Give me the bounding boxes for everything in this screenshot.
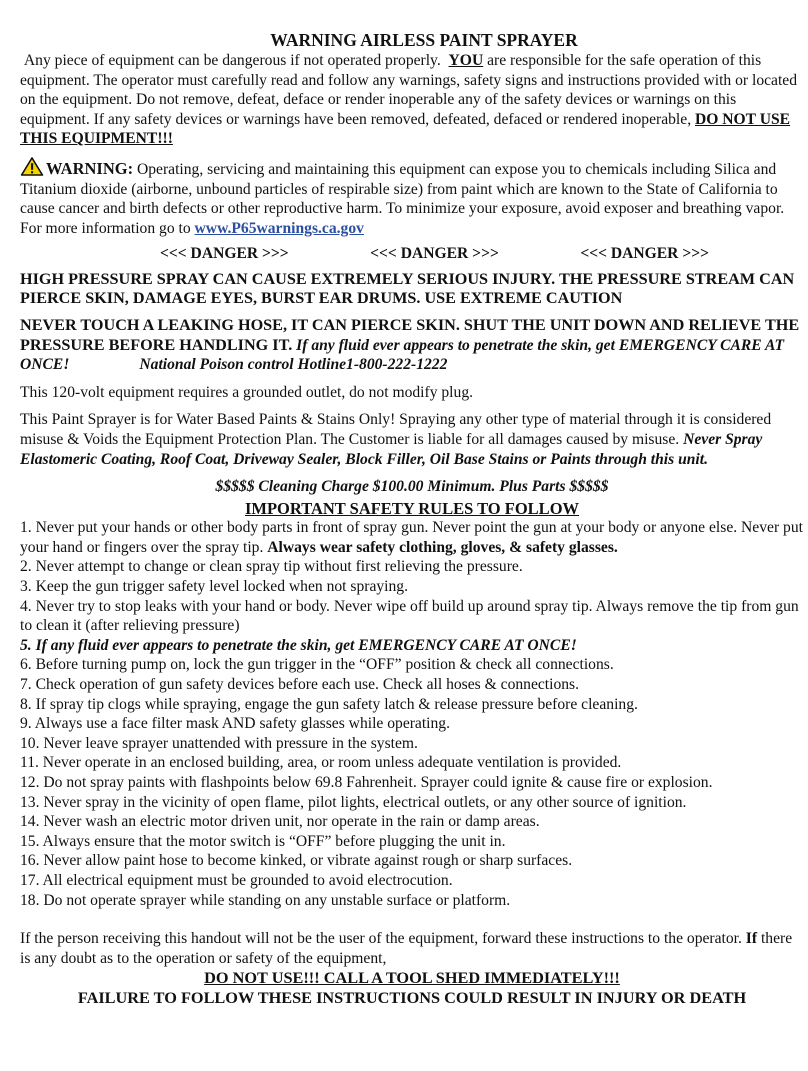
intro-you: YOU bbox=[448, 52, 484, 69]
list-item: 13. Never spray in the vicinity of open flame, pilot lights, electrical outlets, or any other source of ignition. bbox=[20, 793, 687, 811]
rules-title: IMPORTANT SAFETY RULES TO FOLLOW bbox=[244, 498, 580, 518]
list-item: 15. Always ensure that the motor switch is “OFF” before plugging the unit in. bbox=[20, 832, 506, 850]
list-item: 16. Never allow paint hose to become kinked, or vibrate against rough or sharp surfaces. bbox=[20, 852, 573, 870]
intro-text-1: Any piece of equipment can be dangerous if not operated properly. bbox=[23, 52, 441, 69]
prop65-text: Operating, servicing and maintaining this equipment can expose you to chemicals including Silica and Titanium dioxide (airborne, unbound particles of respirable size) from paint which are known to the State of California to cause cancer and birth defects or other reproductive harm. To minimize your exposure, avoid exposer and breathing vapor. For more information go to bbox=[20, 160, 785, 237]
handout-text-1: If the person receiving this handout will not be the user of the equipment, forward these instructions to the operator. bbox=[20, 930, 742, 948]
danger-label: <<< DANGER >>> bbox=[580, 245, 709, 263]
intro-paragraph bbox=[20, 51, 804, 149]
never-spray-note: Never Spray Elastomeric Coating, Roof Coat, Driveway Sealer, Block Filler, Oil Base Stains or Paints through this unit. bbox=[20, 430, 763, 468]
list-item: 9. Always use a face filter mask AND safety glasses while operating. bbox=[20, 715, 451, 733]
failure-warning: FAILURE TO FOLLOW THESE INSTRUCTIONS COULD RESULT IN INJURY OR DEATH bbox=[77, 987, 747, 1007]
list-item: 5. If any fluid ever appears to penetrate the skin, get EMERGENCY CARE AT ONCE! bbox=[20, 636, 577, 654]
list-item: 7. Check operation of gun safety devices before each use. Check all hoses & connections. bbox=[20, 676, 580, 694]
warning-label: WARNING: bbox=[46, 158, 134, 178]
list-item: 2. Never attempt to change or clean spray tip without first relieving the pressure. bbox=[20, 558, 523, 576]
rule-emphasis: Always wear safety clothing, gloves, & safety glasses. bbox=[267, 538, 618, 556]
list-item: 8. If spray tip clogs while spraying, engage the gun safety latch & release pressure before cleaning. bbox=[20, 695, 638, 713]
warning-triangle-icon bbox=[20, 157, 44, 176]
list-item: 14. Never wash an electric motor driven unit, nor operate in the rain or damp areas. bbox=[20, 813, 540, 831]
leaking-hose-warning bbox=[20, 316, 804, 375]
list-item: 18. Do not operate sprayer while standing on any unstable surface or platform. bbox=[20, 891, 511, 909]
cleaning-charge: $$$$$ Cleaning Charge $100.00 Minimum. Plus Parts $$$$$ bbox=[215, 478, 609, 496]
page-title: WARNING AIRLESS PAINT SPRAYER bbox=[270, 30, 578, 50]
danger-label: <<< DANGER >>> bbox=[160, 245, 289, 263]
danger-label: <<< DANGER >>> bbox=[370, 245, 499, 263]
handout-if: If bbox=[745, 930, 758, 948]
leaking-hose-caps: NEVER TOUCH A LEAKING HOSE, IT CAN PIERCE SKIN. SHUT THE UNIT DOWN AND RELIEVE THE PRESSURE BEFORE HANDLING IT. bbox=[20, 315, 800, 354]
high-pressure-warning: HIGH PRESSURE SPRAY CAN CAUSE EXTREMELY SERIOUS INJURY. THE PRESSURE STREAM CAN PIERCE SKIN, DAMAGE EYES, BURST EAR DRUMS. USE EXTREME CAUTION bbox=[20, 269, 795, 308]
intro-text-2: are responsible for the safe operation of this equipment. The operator must carefully read and follow any warnings, safety signs and instructions provided with or located on the equipment. Do not remove, defeat, deface or render inoperable any of the safety devices or warnings on this equipment. If any safety devices or warnings have been removed, defeated, defaced or rendered inoperable, bbox=[20, 52, 798, 128]
grounded-outlet-note: This 120-volt equipment requires a grounded outlet, do not modify plug. bbox=[20, 383, 474, 401]
intro-emphasis: DO NOT USE THIS EQUIPMENT!!! bbox=[20, 110, 791, 148]
p65-link[interactable]: www.P65warnings.ca.gov bbox=[194, 219, 364, 237]
list-item: 3. Keep the gun trigger safety level locked when not spraying. bbox=[20, 578, 408, 596]
do-not-use-banner: DO NOT USE!!! CALL A TOOL SHED IMMEDIATELY!!! bbox=[204, 968, 620, 988]
danger-banner bbox=[20, 244, 804, 264]
emergency-care-note: If any fluid ever appears to penetrate the skin, get EMERGENCY CARE AT ONCE! bbox=[20, 336, 785, 374]
water-based-text: This Paint Sprayer is for Water Based Paints & Stains Only! Spraying any other type of material through it is considered misuse & Voids the Equipment Protection Plan. The Customer is liable for all damages caused by misuse. bbox=[20, 411, 772, 448]
prop65-warning bbox=[20, 157, 804, 238]
list-item: 12. Do not spray paints with flashpoints below 69.8 Fahrenheit. Sprayer could ignite & cause fire or explosion. bbox=[20, 774, 713, 791]
safety-rules-list bbox=[20, 518, 804, 910]
list-item bbox=[20, 518, 804, 557]
list-item: 4. Never try to stop leaks with your hand or body. Never wipe off build up around spray tip. Always remove the tip from gun to clean it (after relieving pressure) bbox=[20, 597, 799, 635]
list-item: 6. Before turning pump on, lock the gun trigger in the “OFF” position & check all connections. bbox=[20, 656, 614, 674]
water-based-note bbox=[20, 410, 804, 469]
list-item: 11. Never operate in an enclosed building, area, or room unless adequate ventilation is provided. bbox=[20, 754, 622, 772]
list-item: 10. Never leave sprayer unattended with pressure in the system. bbox=[20, 734, 418, 752]
poison-hotline: National Poison control Hotline1-800-222-1222 bbox=[139, 356, 448, 374]
handout-text-2: there is any doubt as to the operation or safety of the equipment, bbox=[20, 930, 793, 967]
handout-note bbox=[20, 929, 804, 968]
rule-text: 1. Never put your hands or other body parts in front of spray gun. Never point the gun at your body or anyone else. Never put your hand or fingers over the spray tip. bbox=[20, 519, 803, 556]
list-item: 17. All electrical equipment must be grounded to avoid electrocution. bbox=[20, 871, 453, 889]
